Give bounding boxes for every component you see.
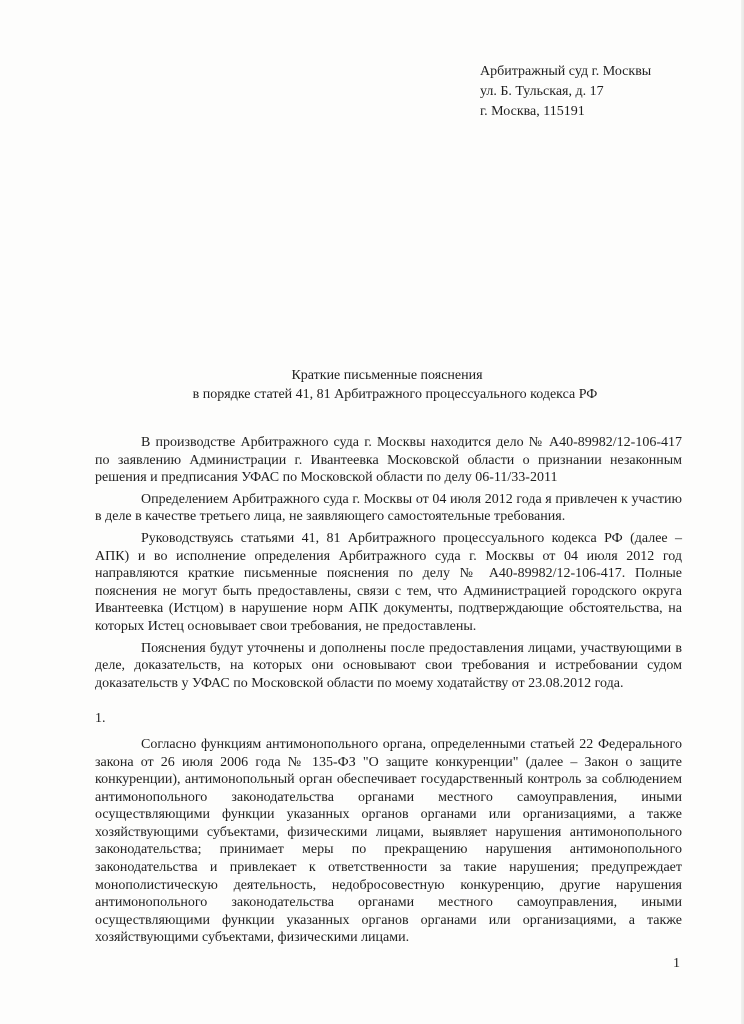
document-body	[95, 434, 682, 951]
page-number: 1	[673, 956, 680, 971]
addressee-block	[480, 62, 651, 122]
section-1-text: Согласно функциям антимонопольного органа, определенными статьей 22 Федерального закона от 26 июля 2006 года № 135-ФЗ "О защите конкуренции" (далее – Закон о защите конкуренции), антимонопольный орган обеспечивает государственный контроль за соблюдением антимонопольного законодательства органами местного самоуправления, иными осуществляющими функции указанных органов органами или организациями, а также хозяйствующими субъектами, физическими лицами, выявляет нарушения антимонопольного законодательства; принимает меры по прекращению нарушения антимонопольного законодательства и привлекает к ответственности за такие нарушения; предупреждает монополистическую деятельность, недобросовестную конкуренцию, другие нарушения антимонопольного законодательства органами местного самоуправления, иными осуществляющими функции указанных органов органами или организациями, а также хозяйствующими субъектами, физическими лицами.	[95, 736, 682, 946]
addressee-court: Арбитражный суд г. Москвы	[480, 64, 652, 79]
heading-subtitle: в порядке статей 41, 81 Арбитражного процессуального кодекса РФ	[192, 387, 598, 402]
document-heading	[0, 366, 744, 404]
addressee-street: ул. Б. Тульская, д. 17	[480, 84, 604, 99]
paragraph-case: В производстве Арбитражного суда г. Москвы находится дело № А40-89982/12-106-417 по заявлению Администрации г. Ивантеевка Московской области о признании незаконным решения и предписания УФАС по Московской области по делу 06-11/33-2011	[95, 435, 682, 486]
paragraph-ruling: Определением Арбитражного суда г. Москвы от 04 июля 2012 года я привлечен к участию в деле в качестве третьего лица, не заявляющего самостоятельные требования.	[95, 491, 682, 525]
section-number: 1.	[95, 711, 106, 727]
paragraph-clarification: Пояснения будут уточнены и дополнены после предоставления лицами, участвующими в деле, доказательств, на которых они основывают свои требования и истребовании судом доказательств у УФАС по Московской области по моему ходатайству от 23.08.2012 года.	[95, 640, 682, 691]
paragraph-explanations: Руководствуясь статьями 41, 81 Арбитражного процессуального кодекса РФ (далее – АПК) и во исполнение определения Арбитражного суда г. Москвы от 04 июля 2012 год направляются краткие письменные пояснения по делу № А40-89982/12-106-417. Полные пояснения не могут быть предоставлены, связи с тем, что Администрацией городского округа Ивантеевка (Истцом) в нарушение норм АПК документы, подтверждающие обстоятельства, на которых Истец основывает свои требования, не предоставлены.	[95, 530, 682, 634]
addressee-city: г. Москва, 115191	[480, 104, 585, 119]
heading-title: Краткие письменные пояснения	[291, 368, 483, 383]
